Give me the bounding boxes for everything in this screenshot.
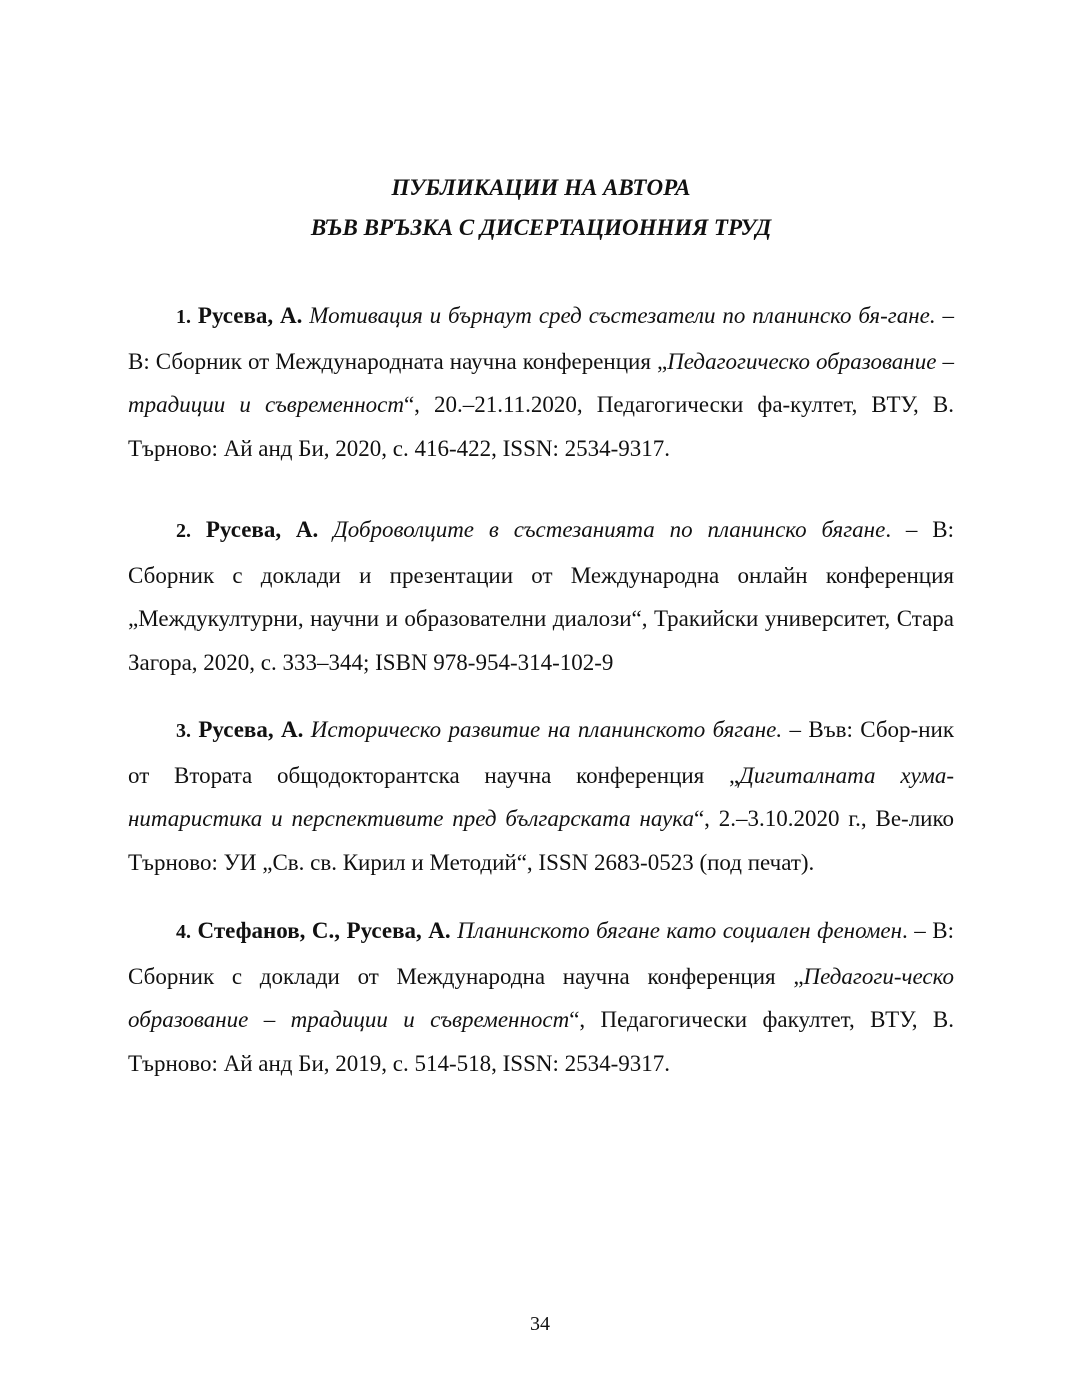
publication-source-rest: “, 2.–3.10.2020 г., Ве-лико Търново: УИ „Св. св. Кирил и Методий“, ISSN 2683-0523 (под печат). bbox=[128, 806, 954, 875]
publication-authors: Русева, А. bbox=[197, 303, 303, 328]
publication-number: 2. bbox=[176, 520, 191, 542]
publication-authors: Русева, А. bbox=[198, 717, 304, 742]
publication-number: 4. bbox=[176, 921, 191, 943]
publication-source-title: Дигиталната хума-нитаристика и перспективите пред българската наука bbox=[128, 762, 955, 831]
publication-4 bbox=[128, 909, 954, 1085]
publication-authors: Стефанов, С., Русева, А. bbox=[197, 918, 451, 943]
publication-authors: Русева, А. bbox=[205, 517, 319, 542]
publication-3 bbox=[128, 708, 954, 884]
publication-title: Доброволците в състезанията по планинско бягане bbox=[333, 517, 886, 542]
publication-source-title: Педагоги-ческо образование – традиции и съвременност bbox=[128, 963, 954, 1032]
publication-source-rest: “, Педагогически факултет, ВТУ, В. Търново: Ай анд Би, 2019, с. 514-518, ISSN: 2534-9317. bbox=[128, 1007, 954, 1076]
title-line-1: ПУБЛИКАЦИИ НА АВТОРА bbox=[391, 175, 691, 200]
publication-source-intro: . – В: Сборник с доклади и презентации от Международна онлайн конференция „Междукултурни, научни и образователни диалози“, Тракийски университет, Стара Загора, 2020, с. 333–344; ISBN 978-954-314-102-9 bbox=[128, 517, 955, 675]
publication-source-rest: “, 20.–21.11.2020, Педагогически фа-култет, ВТУ, В. Търново: Ай анд Би, 2020, с. 416-422, ISSN: 2534-9317. bbox=[128, 392, 954, 461]
publication-source-intro: . – В: Сборник с доклади от Международна научна конференция „ bbox=[128, 918, 955, 989]
publication-source-title: Педагогическо образование – традиции и съвременност bbox=[128, 348, 954, 417]
publication-title: Планинското бягане като социален феномен bbox=[457, 918, 902, 943]
publication-source-intro: – В: Сборник от Международната научна конференция „ bbox=[128, 303, 955, 374]
publication-1 bbox=[128, 294, 954, 470]
publication-number: 1. bbox=[176, 306, 191, 328]
publication-source-intro: – Във: Сбор-ник от Втората общодокторантска научна конференция „ bbox=[128, 717, 955, 788]
publication-title: Историческо развитие на планинското бягане. bbox=[310, 717, 783, 742]
title-line-2: ВЪВ ВРЪЗКА С ДИСЕРТАЦИОННИЯ ТРУД bbox=[310, 215, 772, 240]
document-title bbox=[128, 168, 954, 248]
page-number: 34 bbox=[530, 1313, 550, 1335]
publication-title: Мотивация и бърнаут сред състезатели по планинско бя-гане. bbox=[309, 303, 936, 328]
publication-2 bbox=[128, 508, 954, 684]
publication-number: 3. bbox=[176, 720, 191, 742]
